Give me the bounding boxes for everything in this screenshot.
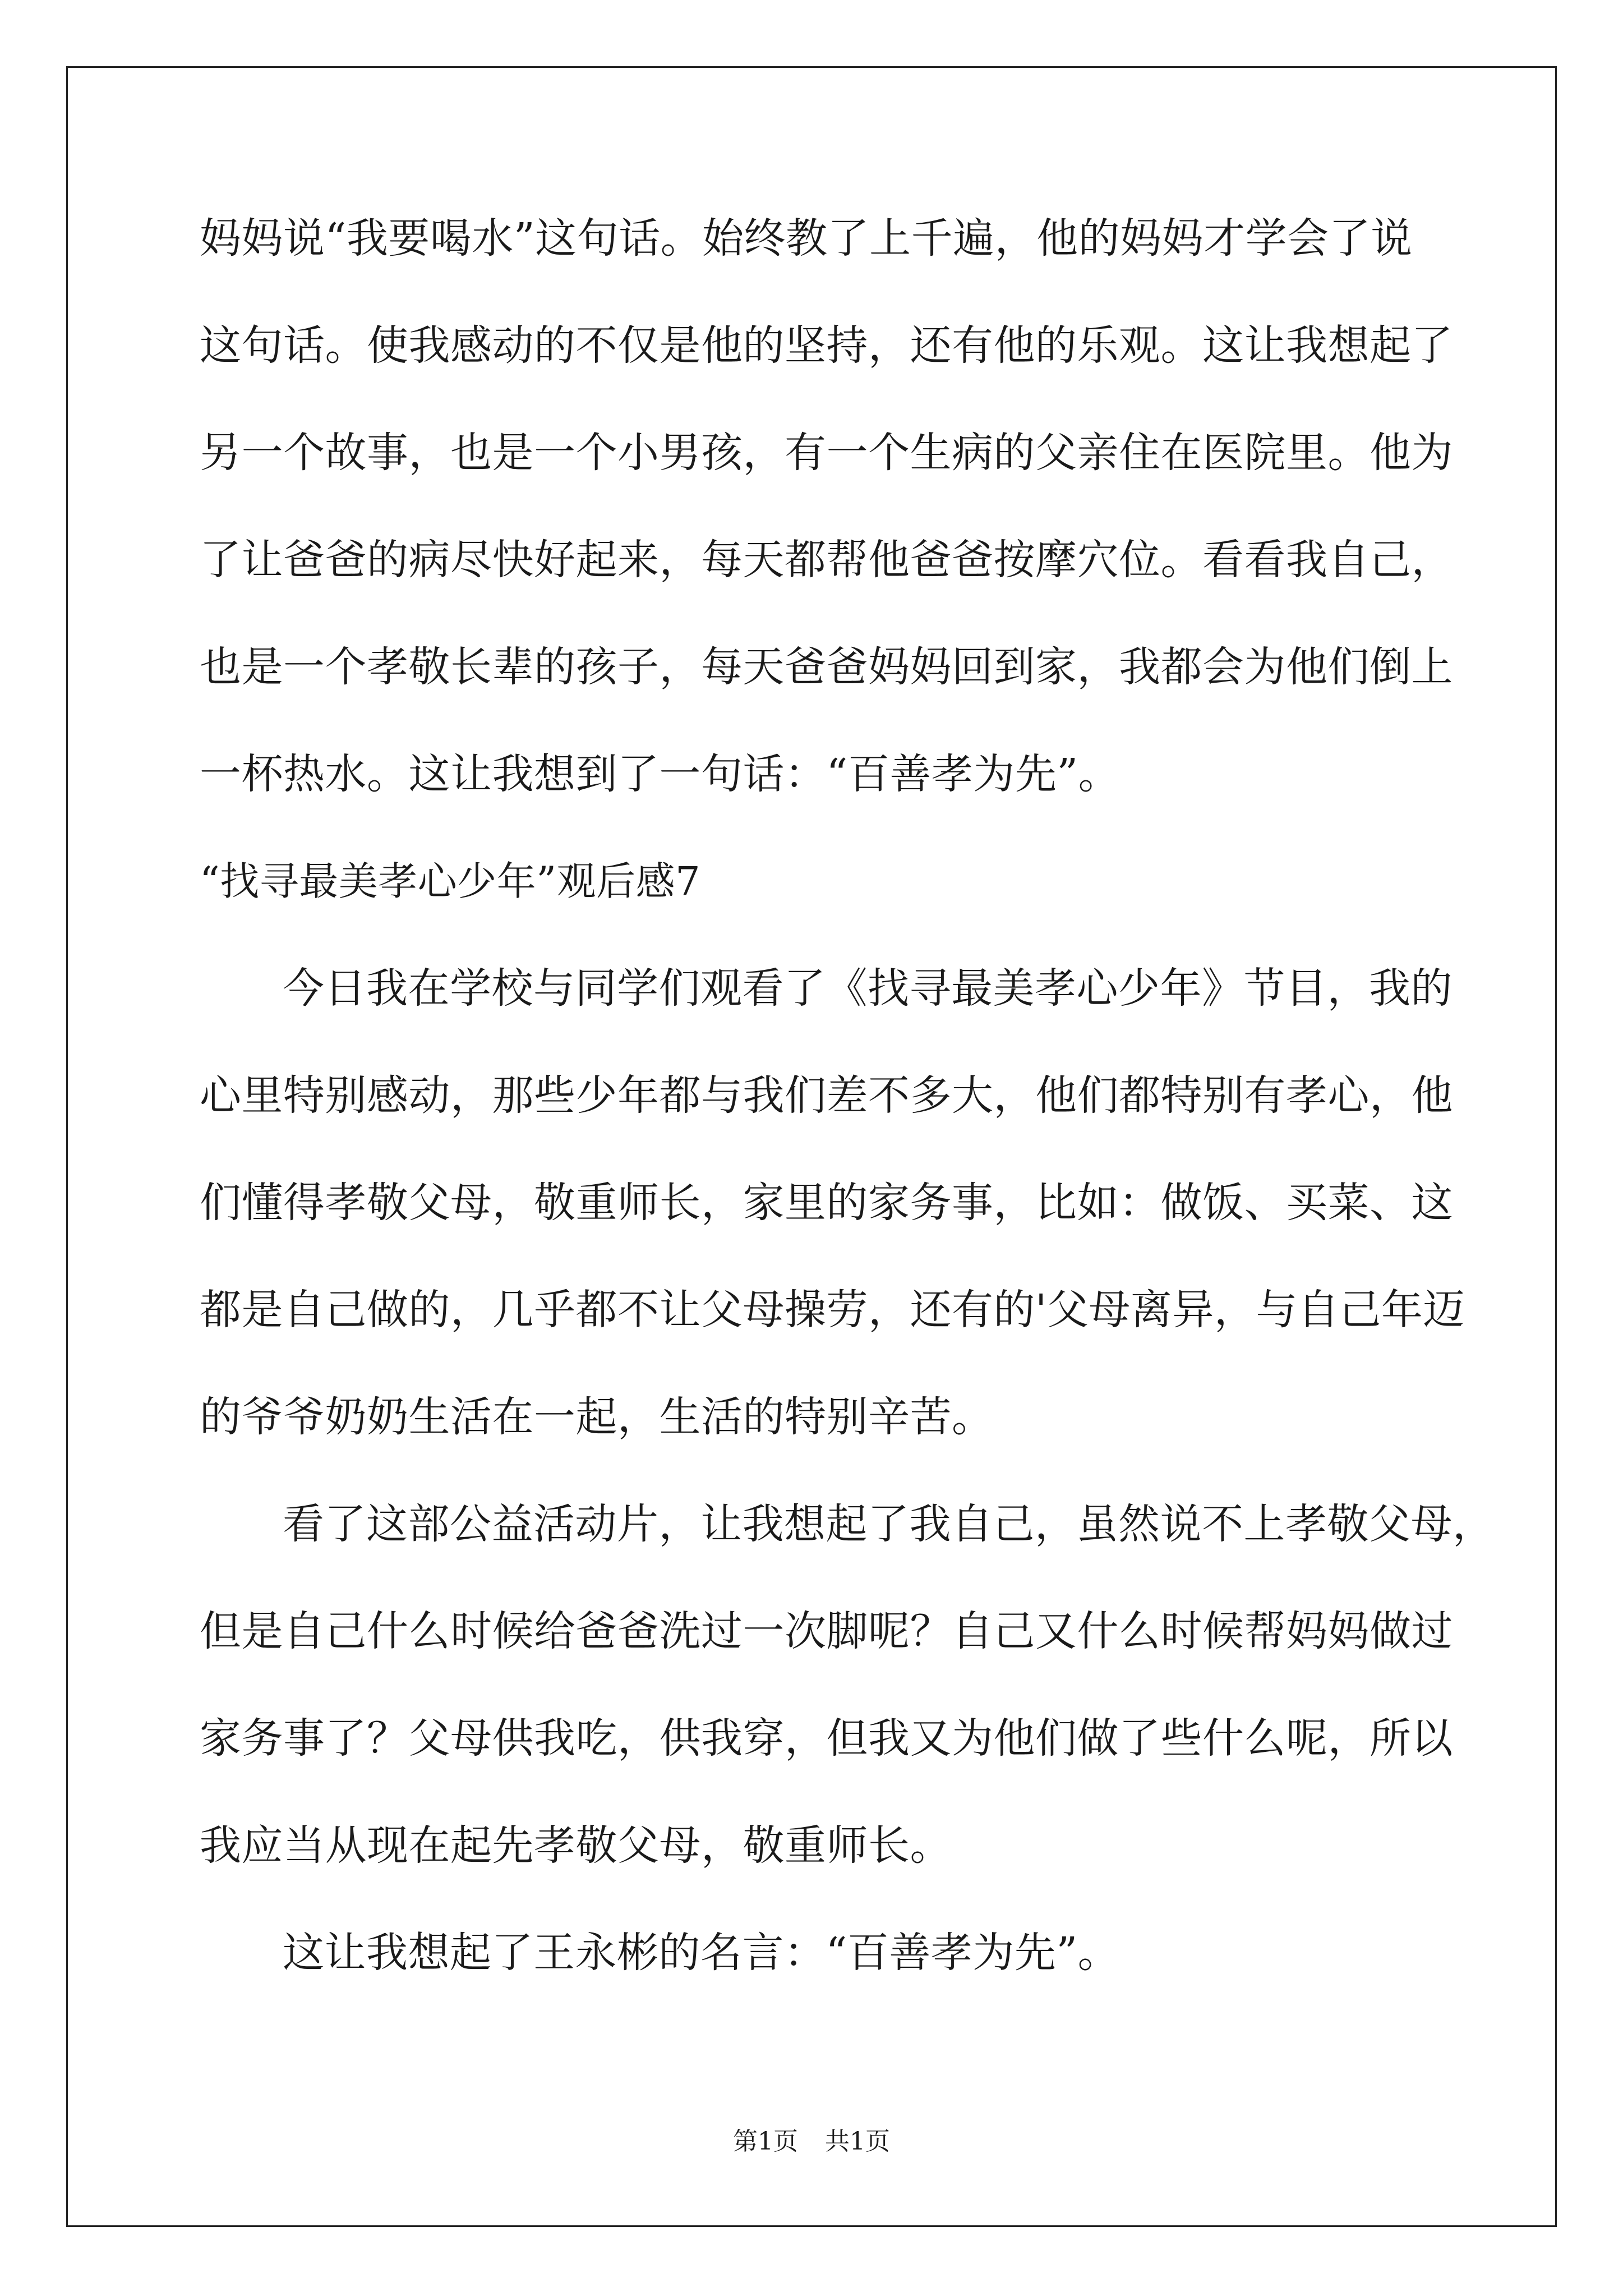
text-line: 家务事了？父母供我吃，供我穿，但我又为他们做了些什么呢，所以 (200, 1714, 1453, 1763)
text-line: 一杯热水。这让我想到了一句话：“百善孝为先”。 (200, 750, 1121, 798)
page-number: 第1页 (733, 2127, 798, 2156)
paragraph-continuation (200, 213, 1453, 856)
text-line: 也是一个孝敬长辈的孩子，每天爸爸妈妈回到家，我都会为他们倒上 (200, 643, 1453, 691)
section-heading (200, 856, 1433, 963)
text-line: 了让爸爸的病尽快好起来，每天都帮他爸爸按摩穴位。看看我自己， (200, 536, 1453, 584)
heading-text: “找寻最美孝心少年”观后感7 (200, 858, 701, 904)
page-total: 共1页 (825, 2127, 890, 2156)
text-line: 看了这部公益活动片，让我想起了我自己，虽然说不上孝敬父母， (283, 1500, 1495, 1548)
text-line: 都是自己做的，几乎都不让父母操劳，还有的'父母离异，与自己年迈 (200, 1286, 1465, 1334)
document-body (200, 213, 1495, 2035)
text-line: 的爷爷奶奶生活在一起，生活的特别辛苦。 (200, 1393, 994, 1441)
text-line: 妈妈说“我要喝水”这句话。始终教了上千遍，他的妈妈才学会了说 (200, 214, 1413, 263)
text-line: 另一个故事，也是一个小男孩，有一个生病的父亲住在医院里。他为 (200, 429, 1453, 477)
paragraph (200, 963, 1465, 1499)
page-footer (0, 2125, 1623, 2159)
text-line: 今日我在学校与同学们观看了《找寻最美孝心少年》节目，我的 (283, 964, 1453, 1013)
text-line: 这句话。使我感动的不仅是他的坚持，还有他的乐观。这让我想起了 (200, 321, 1453, 370)
paragraph (200, 1927, 1433, 2035)
text-line: 心里特别感动，那些少年都与我们差不多大，他们都特别有孝心，他 (200, 1071, 1453, 1120)
text-line: 们懂得孝敬父母，敬重师长，家里的家务事，比如：做饭、买菜、这 (200, 1179, 1453, 1227)
text-line: 但是自己什么时候给爸爸洗过一次脚呢？自己又什么时候帮妈妈做过 (200, 1607, 1453, 1655)
paragraph (200, 1499, 1495, 1927)
text-line: 我应当从现在起先孝敬父母，敬重师长。 (200, 1821, 952, 1870)
text-line: 这让我想起了王永彬的名言：“百善孝为先”。 (283, 1929, 1120, 1977)
